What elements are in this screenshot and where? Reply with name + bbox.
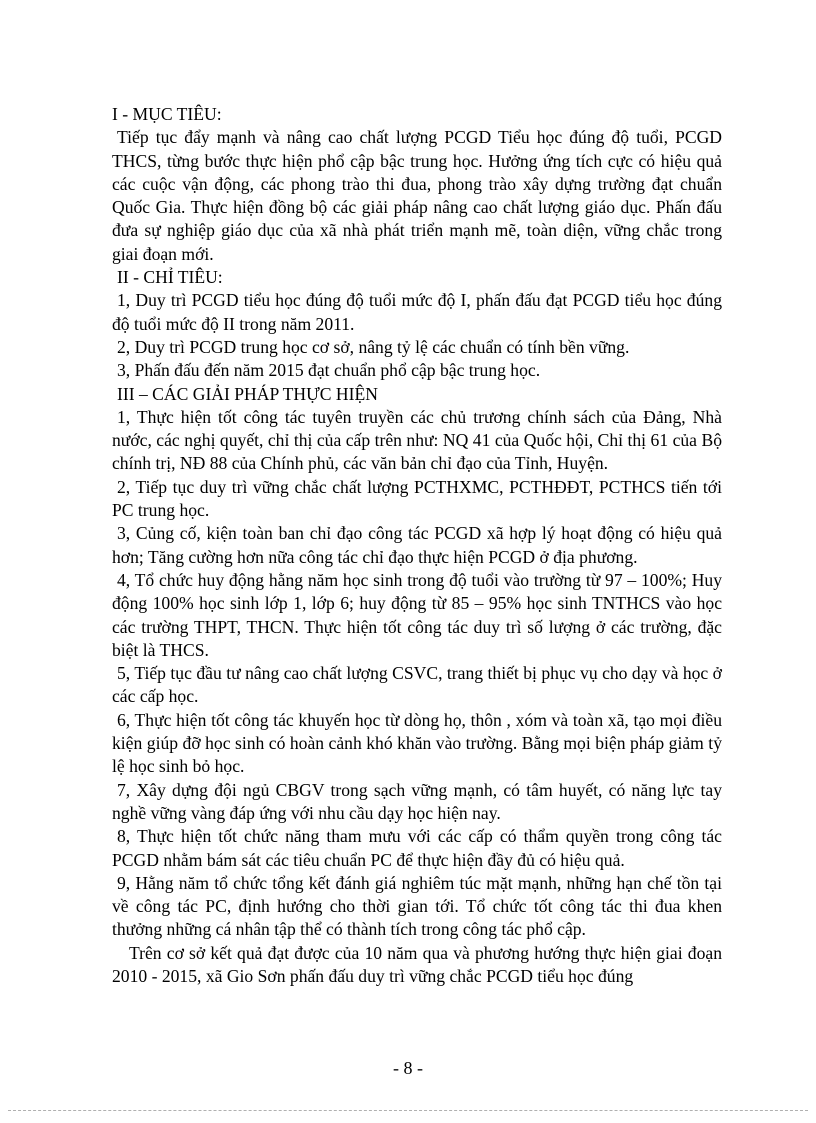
body-paragraph: 7, Xây dựng đội ngủ CBGV trong sạch vững mạnh, có tâm huyết, có năng lực tay nghề vững vàng đáp ứng với nhu cầu dạy học hiện nay.	[112, 779, 722, 823]
body-paragraph: 9, Hằng năm tổ chức tổng kết đánh giá nghiêm túc mặt mạnh, những hạn chế tồn tại về công tác PC, định hướng cho thời gian tới. Tổ chức tốt công tác thi đua khen thưởng những cá nhân tập thể có thành tích trong công tác phổ cập.	[112, 872, 722, 940]
body-paragraph: 3, Phấn đấu đến năm 2015 đạt chuẩn phổ cập bậc trung học.	[117, 360, 541, 381]
body-paragraph: 5, Tiếp tục đầu tư nâng cao chất lượng CSVC, trang thiết bị phục vụ cho dạy và học ở các cấp học.	[112, 663, 722, 707]
body-paragraph: 6, Thực hiện tốt công tác khuyến học từ dòng họ, thôn , xóm và toàn xã, tạo mọi điều kiện giúp đỡ học sinh có hoàn cảnh khó khăn vào trường. Bằng mọi biện pháp giảm tỷ lệ học sinh bỏ học.	[112, 709, 722, 777]
body-paragraph: 1, Thực hiện tốt công tác tuyên truyền các chủ trương chính sách của Đảng, Nhà nước, các nghị quyết, chỉ thị của cấp trên như: NQ 41 của Quốc hội, Chỉ thị 61 của Bộ chính trị, NĐ 88 của Chính phủ, các văn bản chỉ đạo của Tỉnh, Huyện.	[112, 406, 722, 474]
document-body	[112, 103, 722, 988]
body-paragraph: 2, Tiếp tục duy trì vững chắc chất lượng PCTHXMC, PCTHĐĐT, PCTHCS tiến tới PC trung học.	[112, 476, 722, 521]
body-paragraph: 3, Củng cố, kiện toàn ban chỉ đạo công tác PCGD xã hợp lý hoạt động có hiệu quả hơn; Tăng cường hơn nữa công tác chỉ đạo thực hiện PCGD ở địa phương.	[112, 523, 722, 567]
section-heading: I - MỤC TIÊU:	[112, 104, 222, 124]
page-number: - 8 -	[393, 1058, 423, 1078]
section-heading: II - CHỈ TIÊU:	[117, 267, 223, 288]
body-paragraph: 1, Duy trì PCGD tiểu học đúng độ tuổi mức độ I, phấn đấu đạt PCGD tiểu học đúng độ tuổi mức độ II trong năm 2011.	[112, 290, 722, 334]
body-paragraph: Tiếp tục đẩy mạnh và nâng cao chất lượng PCGD Tiểu học đúng độ tuổi, PCGD THCS, từng bước thực hiện phổ cập bậc trung học. Hưởng ứng tích cực có hiệu quả các cuộc vận động, các phong trào thi đua, phong trào xây dựng trường đạt chuẩn Quốc Gia. Thực hiện đồng bộ các giải pháp nâng cao chất lượng giáo dục. Phấn đấu đưa sự nghiệp giáo dục của xã nhà phát triển mạnh mẽ, toàn diện, vững chắc trong giai đoạn mới.	[112, 127, 722, 264]
body-paragraph: 8, Thực hiện tốt chức năng tham mưu với các cấp có thẩm quyền trong công tác PCGD nhằm bám sát các tiêu chuẩn PC để thực hiện đầy đủ có hiệu quả.	[112, 826, 722, 870]
body-paragraph: 2, Duy trì PCGD trung học cơ sở, nâng tỷ lệ các chuẩn có tính bền vững.	[117, 336, 630, 357]
body-paragraph: Trên cơ sở kết quả đạt được của 10 năm qua và phương hướng thực hiện giai đoạn 2010 - 2015, xã Gio Sơn phấn đấu duy trì vững chắc PCGD tiểu học đúng	[112, 942, 722, 986]
body-paragraph: 4, Tổ chức huy động hằng năm học sinh trong độ tuổi vào trường từ 97 – 100%; Huy động 100% học sinh lớp 1, lớp 6; huy động từ 85 – 95% học sinh TNTHCS vào học các trường THPT, THCN. Thực hiện tốt công tác duy trì số lượng ở các trường, đặc biệt là THCS.	[112, 569, 722, 660]
section-heading: III – CÁC GIẢI PHÁP THỰC HIỆN	[117, 383, 378, 404]
page-bottom-divider	[8, 1110, 808, 1111]
